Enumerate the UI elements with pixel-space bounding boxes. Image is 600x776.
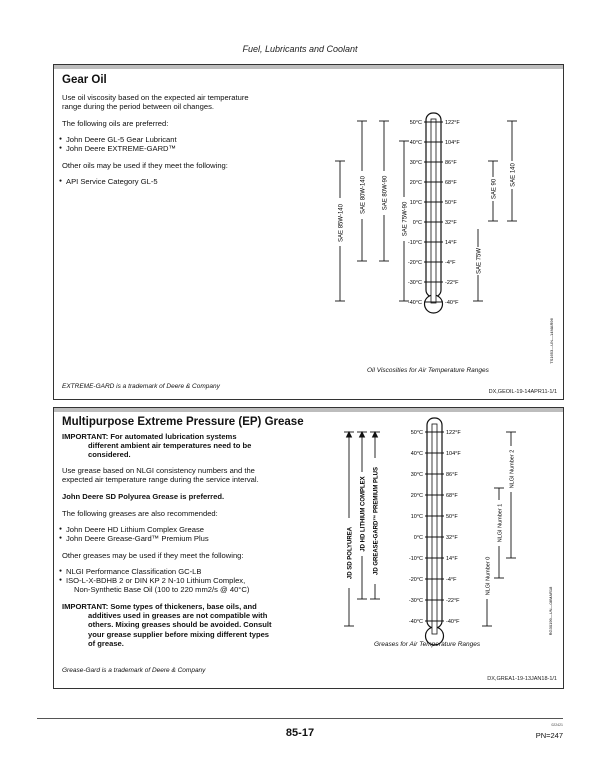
fahrenheit-label: -22°F	[445, 280, 459, 286]
grease-usage-2: expected air temperature range during the service interval.	[62, 475, 259, 484]
grease-temperature-chart	[334, 416, 559, 656]
grease-title: Multipurpose Extreme Pressure (EP) Grease	[62, 416, 304, 428]
fahrenheit-label: 104°F	[445, 140, 460, 146]
fahrenheit-label: 104°F	[446, 451, 461, 457]
grease-important-1	[62, 432, 317, 460]
grease-also: The following greases are also recommended:	[62, 509, 218, 518]
fahrenheit-label: 50°F	[445, 200, 457, 206]
list-item: ● NLGI Performance Classification GC-LB	[66, 567, 201, 576]
image-code: TS1653—UN—14MAR96	[549, 318, 554, 364]
oil-viscosity-chart	[329, 111, 559, 381]
grease-reference: DX,GREA1-19-13JAN18-1/1	[487, 676, 557, 682]
list-item: ● John Deere EXTREME-GARD™	[66, 144, 176, 153]
important-line: your grease supplier before mixing different types	[88, 629, 270, 639]
celsius-label: 10°C	[410, 514, 423, 520]
product-label: NLGI Number 0	[485, 556, 492, 596]
grease-preferred: John Deere SD Polyurea Grease is preferred.	[62, 492, 225, 501]
celsius-label: 10°C	[409, 200, 422, 206]
product-label: JD SD POLYUREA	[347, 526, 354, 580]
gear-oil-title: Gear Oil	[62, 74, 107, 86]
list-item: ● API Service Category GL-5	[66, 177, 158, 186]
image-code: RG30199—UN—08MAR18	[548, 586, 553, 636]
product-label: NLGI Number 1	[497, 503, 504, 543]
important-line: IMPORTANT: For automated lubrication systems	[62, 432, 237, 441]
celsius-label: -10°C	[408, 556, 423, 562]
grade-label: SAE 80W-140	[360, 176, 367, 214]
celsius-label: -30°C	[408, 598, 423, 604]
grade-label: SAE 75W-90	[402, 201, 409, 237]
fahrenheit-label: 50°F	[446, 514, 458, 520]
page-number: 85-17	[285, 727, 315, 739]
thermometer-column	[432, 424, 437, 634]
gear-oil-trademark: EXTREME-GARD is a trademark of Deere & Company	[62, 383, 220, 390]
product-label: JD GREASE-GARD™ PREMIUM PLUS	[373, 466, 380, 576]
fahrenheit-label: 14°F	[445, 240, 457, 246]
gear-oil-caption: Oil Viscosities for Air Temperature Ranges	[367, 367, 489, 374]
gear-oil-intro-1: Use oil viscosity based on the expected air temperature	[62, 93, 249, 102]
celsius-label: -30°C	[407, 280, 422, 286]
fahrenheit-label: 14°F	[446, 556, 458, 562]
gear-oil-reference: DX,GEOIL-19-14APR11-1/1	[488, 389, 557, 395]
celsius-label: 40°C	[409, 140, 422, 146]
celsius-label: 30°C	[409, 160, 422, 166]
important-line: of grease.	[88, 638, 124, 648]
important-line: others. Mixing greases should be avoided. Consult	[88, 620, 272, 630]
fahrenheit-label: -22°F	[446, 598, 460, 604]
product-label: NLGI Number 2	[509, 449, 516, 489]
list-item: ● John Deere Grease-Gard™ Premium Plus	[66, 534, 209, 543]
pn-number: PN=247	[535, 731, 563, 740]
celsius-label: -40°C	[407, 300, 422, 306]
arrow-up-icon	[360, 432, 365, 437]
fahrenheit-label: 32°F	[445, 220, 457, 226]
celsius-label: -10°C	[407, 240, 422, 246]
grade-label: SAE 140	[510, 163, 517, 187]
celsius-label: 40°C	[410, 451, 423, 457]
section-top-bar	[54, 408, 563, 412]
celsius-label: -20°C	[407, 260, 422, 266]
grade-label: SAE 80W-90	[382, 175, 389, 211]
gear-oil-intro-2: range during the period between oil changes.	[62, 102, 214, 111]
grade-label: SAE 75W	[476, 247, 483, 275]
list-item: ● ISO-L-X-BDHB 2 or DIN KP 2 N-10 Lithium Complex,	[66, 576, 245, 585]
gear-oil-section	[53, 64, 564, 400]
grade-label: SAE 85W-140	[338, 204, 345, 242]
fahrenheit-label: 122°F	[446, 430, 461, 436]
fahrenheit-label: 122°F	[445, 120, 460, 126]
celsius-label: 20°C	[409, 180, 422, 186]
important-line: IMPORTANT: Some types of thickeners, base oils, and	[62, 602, 257, 611]
important-line: additives used in greases are not compatible with	[88, 611, 268, 621]
celsius-label: 0°C	[412, 220, 422, 226]
fahrenheit-label: 68°F	[445, 180, 457, 186]
section-top-bar	[54, 65, 563, 69]
fahrenheit-label: -4°F	[446, 577, 457, 583]
grease-usage-1: Use grease based on NLGI consistency numbers and the	[62, 466, 255, 475]
list-item: ● John Deere HD Lithium Complex Grease	[66, 525, 204, 534]
list-item: ● John Deere GL-5 Gear Lubricant	[66, 135, 177, 144]
celsius-label: 0°C	[413, 535, 423, 541]
celsius-label: -20°C	[408, 577, 423, 583]
celsius-label: 50°C	[409, 120, 422, 126]
important-line: considered.	[88, 450, 131, 460]
important-line: different ambient air temperatures need to be	[88, 441, 252, 451]
footer-rule	[37, 718, 563, 719]
grease-trademark: Grease-Gard is a trademark of Deere & Company	[62, 667, 206, 674]
celsius-label: 20°C	[410, 493, 423, 499]
grease-other: Other greases may be used if they meet the following:	[62, 551, 244, 560]
product-label: JD HD LITHIUM COMPLEX	[360, 476, 367, 552]
fahrenheit-label: -4°F	[445, 260, 456, 266]
arrow-up-icon	[347, 432, 352, 437]
grade-label: SAE 90	[491, 178, 498, 200]
grease-important-2	[62, 602, 317, 648]
fahrenheit-label: 86°F	[445, 160, 457, 166]
gear-oil-other: Other oils may be used if they meet the following:	[62, 161, 228, 170]
thermometer-column	[431, 119, 436, 303]
list-item-continued: Non-Synthetic Base Oil (100 to 220 mm2/s @ 40°C)	[74, 585, 250, 594]
fahrenheit-label: 68°F	[446, 493, 458, 499]
grease-section	[53, 407, 564, 689]
fahrenheit-label: -40°F	[445, 300, 459, 306]
fahrenheit-label: -40°F	[446, 619, 460, 625]
gear-oil-preferred: The following oils are preferred:	[62, 119, 169, 128]
running-header: Fuel, Lubricants and Coolant	[242, 44, 358, 54]
celsius-label: -40°C	[408, 619, 423, 625]
celsius-label: 50°C	[410, 430, 423, 436]
arrow-up-icon	[373, 432, 378, 437]
fahrenheit-label: 32°F	[446, 535, 458, 541]
celsius-label: 30°C	[410, 472, 423, 478]
footer-code: 022421	[551, 723, 563, 727]
grease-caption: Greases for Air Temperature Ranges	[374, 641, 481, 648]
fahrenheit-label: 86°F	[446, 472, 458, 478]
